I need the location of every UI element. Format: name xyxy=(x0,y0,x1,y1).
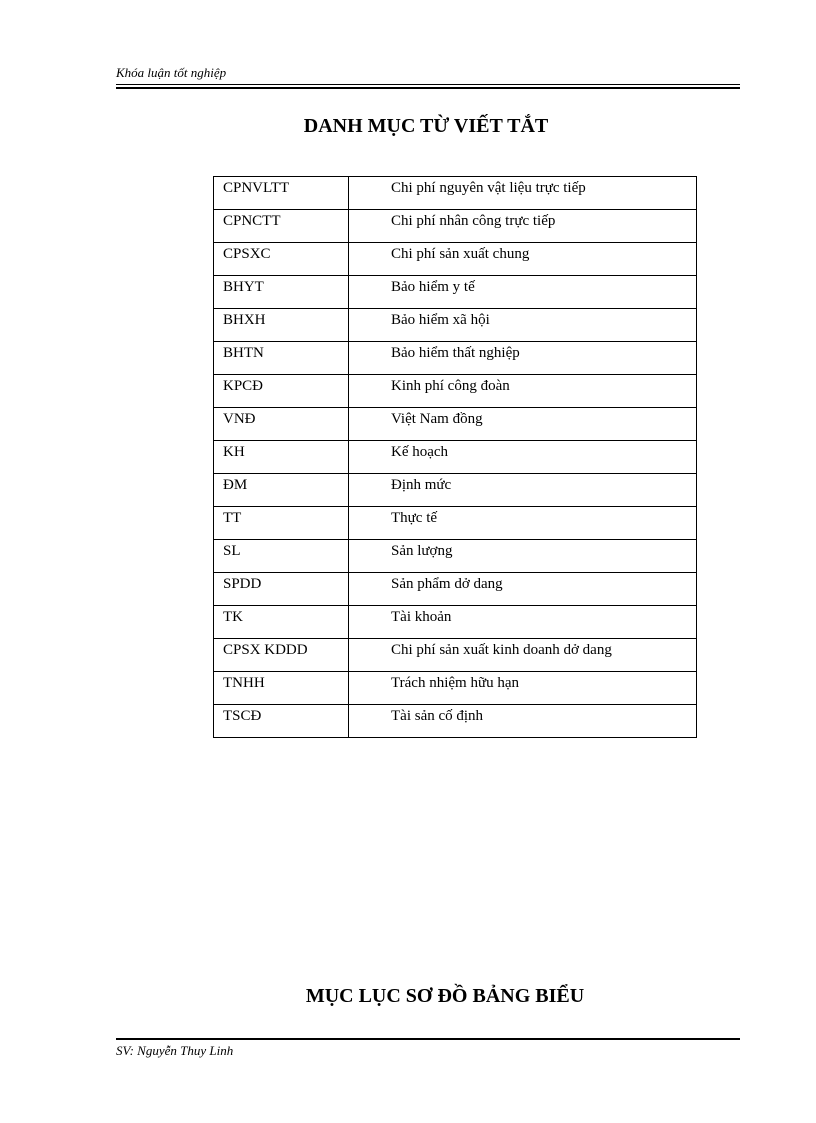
abbreviation-meaning: Chi phí nguyên vật liệu trực tiếp xyxy=(349,177,697,210)
table-row xyxy=(214,705,697,738)
abbreviations-table xyxy=(213,176,697,738)
header-divider xyxy=(116,84,740,89)
abbreviation-meaning: Chi phí nhân công trực tiếp xyxy=(349,210,697,243)
table-row xyxy=(214,573,697,606)
abbreviation-meaning: Bảo hiểm xã hội xyxy=(349,309,697,342)
table-row xyxy=(214,408,697,441)
abbreviation-code: TK xyxy=(214,606,349,639)
abbreviation-code: TT xyxy=(214,507,349,540)
table-row xyxy=(214,606,697,639)
abbreviation-meaning: Việt Nam đồng xyxy=(349,408,697,441)
abbreviation-code: TSCĐ xyxy=(214,705,349,738)
abbreviations-title: DANH MỤC TỪ VIẾT TẮT xyxy=(303,115,549,137)
abbreviation-meaning: Trách nhiệm hữu hạn xyxy=(349,672,697,705)
page-header: Khóa luận tốt nghiệp xyxy=(116,65,227,80)
table-row xyxy=(214,210,697,243)
abbreviation-meaning: Định mức xyxy=(349,474,697,507)
abbreviation-code: TNHH xyxy=(214,672,349,705)
abbreviation-code: CPSX KDDD xyxy=(214,639,349,672)
abbreviation-code: BHTN xyxy=(214,342,349,375)
figures-toc-title: MỤC LỤC SƠ ĐỒ BẢNG BIỂU xyxy=(305,985,585,1007)
abbreviation-meaning: Thực tế xyxy=(349,507,697,540)
abbreviation-code: VNĐ xyxy=(214,408,349,441)
page-footer: SV: Nguyễn Thuy Linh xyxy=(116,1043,234,1058)
abbreviation-meaning: Chi phí sản xuất kinh doanh dở dang xyxy=(349,639,697,672)
abbreviation-code: KPCĐ xyxy=(214,375,349,408)
table-row xyxy=(214,474,697,507)
table-row xyxy=(214,441,697,474)
abbreviation-code: SPDD xyxy=(214,573,349,606)
table-row xyxy=(214,177,697,210)
abbreviation-meaning: Bảo hiểm thất nghiệp xyxy=(349,342,697,375)
abbreviation-code: SL xyxy=(214,540,349,573)
abbreviation-meaning: Tài sản cố định xyxy=(349,705,697,738)
footer-divider xyxy=(116,1038,740,1040)
table-row xyxy=(214,243,697,276)
table-row xyxy=(214,342,697,375)
abbreviation-meaning: Sản lượng xyxy=(349,540,697,573)
table-row xyxy=(214,309,697,342)
abbreviation-code: CPNVLTT xyxy=(214,177,349,210)
abbreviation-code: KH xyxy=(214,441,349,474)
abbreviation-meaning: Kế hoạch xyxy=(349,441,697,474)
abbreviation-code: BHYT xyxy=(214,276,349,309)
abbreviation-meaning: Kinh phí công đoàn xyxy=(349,375,697,408)
abbreviation-code: CPNCTT xyxy=(214,210,349,243)
table-row xyxy=(214,375,697,408)
table-row xyxy=(214,672,697,705)
abbreviation-meaning: Bảo hiểm y tế xyxy=(349,276,697,309)
abbreviation-code: CPSXC xyxy=(214,243,349,276)
table-row xyxy=(214,639,697,672)
table-row xyxy=(214,507,697,540)
abbreviation-code: BHXH xyxy=(214,309,349,342)
table-row xyxy=(214,276,697,309)
abbreviation-meaning: Tài khoản xyxy=(349,606,697,639)
abbreviation-meaning: Chi phí sản xuất chung xyxy=(349,243,697,276)
abbreviation-code: ĐM xyxy=(214,474,349,507)
table-row xyxy=(214,540,697,573)
abbreviation-meaning: Sản phẩm dở dang xyxy=(349,573,697,606)
